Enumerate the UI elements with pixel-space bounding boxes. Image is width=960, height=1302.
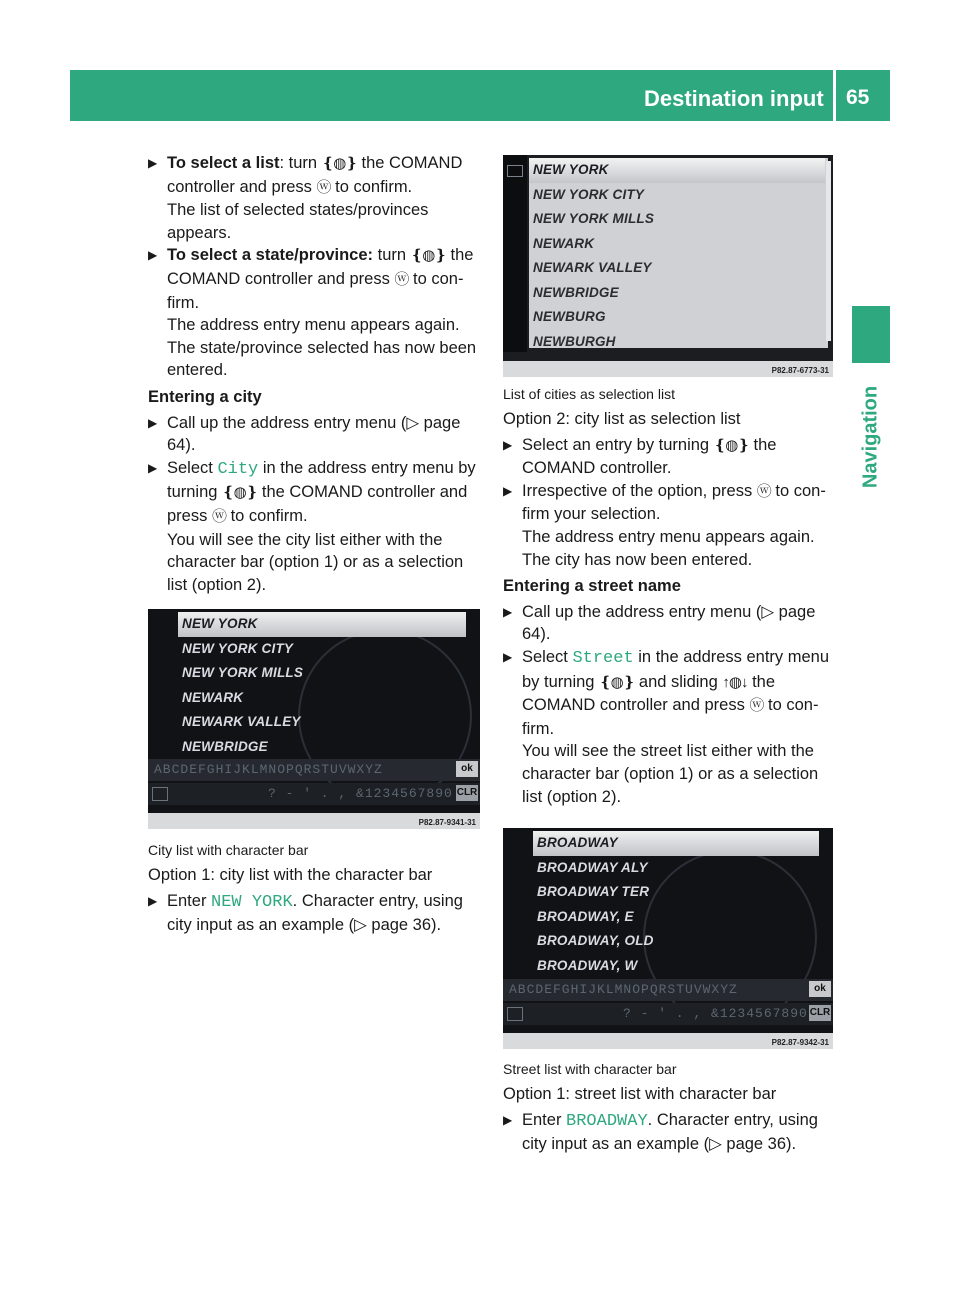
list-item[interactable]: NEW YORK MILLS xyxy=(533,211,655,226)
page-ref-link[interactable]: page 36). xyxy=(726,1135,797,1154)
arrow-icon: ▶ xyxy=(148,248,158,263)
turn-controller-icon: ❴◍❵ xyxy=(321,155,357,172)
list-item[interactable]: NEWBURGH xyxy=(533,333,616,349)
page-ref-icon: ▷ xyxy=(406,413,420,432)
left-column xyxy=(148,152,483,596)
step-select-city: ▶ Select City in the address entry menu by turning ❴◍❵ the COMAND controller and press ⓦ to confirm. You will see the city list either with the character bar (option 1) or as a selection list (option 2). xyxy=(148,458,476,594)
character-bar[interactable]: ABCDEFGHIJKLMNOPQRSTUVWXYZ ok xyxy=(148,759,480,781)
arrow-icon: ▶ xyxy=(503,483,513,498)
step-call-up-menu: ▶ Call up the address entry menu (▷ page 64). xyxy=(148,413,461,455)
image-code: P82.87-6773-31 xyxy=(771,366,829,375)
press-controller-icon: ⓦ xyxy=(211,507,226,525)
page-number: 65 xyxy=(846,86,870,109)
menu-item-city: City xyxy=(217,459,259,479)
arrow-icon: ▶ xyxy=(148,415,158,430)
input-example: BROADWAY xyxy=(566,1111,648,1131)
press-controller-icon: ⓦ xyxy=(749,697,764,715)
step-result: You will see the city list either with the character bar (option 1) or as a selection list (option 2). xyxy=(167,530,464,594)
press-controller-icon: ⓦ xyxy=(394,270,409,288)
page-ref-icon: ▷ xyxy=(354,916,367,935)
city-list-screen xyxy=(503,155,833,377)
caption-city-char: City list with character bar xyxy=(148,842,309,858)
list-item[interactable]: BROADWAY xyxy=(533,831,819,856)
city-char-screen xyxy=(148,609,480,829)
header-divider xyxy=(833,70,836,121)
option-1-street-text: Option 1: street list with character bar xyxy=(503,1085,777,1103)
list-item[interactable]: NEW YORK CITY xyxy=(533,186,645,202)
image-code: P82.87-9342-31 xyxy=(771,1038,829,1047)
heading-entering-street: Entering a street name xyxy=(503,577,681,596)
list-item[interactable]: NEW YORK xyxy=(178,612,466,637)
section-tab-label: Navigation xyxy=(859,385,882,489)
screen-footer xyxy=(503,1033,833,1049)
arrow-icon: ▶ xyxy=(148,893,158,908)
turn-controller-icon: ❴◍❵ xyxy=(599,673,635,691)
list-item[interactable]: NEW YORK MILLS xyxy=(182,665,304,680)
page-ref-link[interactable]: page 64). xyxy=(522,602,816,644)
screen-footer xyxy=(148,813,480,829)
step-enter-broadway: ▶ Enter BROADWAY. Character entry, using city input as an example (▷ page 36). xyxy=(503,1110,818,1154)
step-select-entry: ▶ Select an entry by turning ❴◍❵ the COMAND controller. xyxy=(503,435,777,478)
press-controller-icon: ⓦ xyxy=(316,178,331,196)
press-controller-icon: ⓦ xyxy=(756,482,771,500)
step-call-up-menu: ▶ Call up the address entry menu (▷ page 64). xyxy=(503,602,816,644)
turn-controller-icon: ❴◍❵ xyxy=(222,484,258,502)
page-ref-icon: ▷ xyxy=(709,1135,722,1154)
back-icon[interactable] xyxy=(507,165,523,177)
arrow-icon: ▶ xyxy=(148,156,158,170)
ok-button[interactable]: ok xyxy=(809,981,831,997)
character-bar[interactable]: ABCDEFGHIJKLMNOPQRSTUVWXYZ ok xyxy=(503,979,833,1001)
option-2-text: Option 2: city list as selection list xyxy=(503,410,741,428)
option-1-text: Option 1: city list with the character bar xyxy=(148,866,433,884)
right-column xyxy=(503,384,835,808)
caption-street-char: Street list with character bar xyxy=(503,1061,677,1077)
arrow-icon: ▶ xyxy=(148,460,158,475)
page-ref-link[interactable]: page 36). xyxy=(371,916,442,935)
clear-button[interactable]: CLR xyxy=(809,1005,831,1021)
back-icon[interactable] xyxy=(152,787,168,801)
step-select-list: ▶ To select a list: turn ❴◍❵ the COMAND controller and press ⓦ to confirm. The list of selected states/provinces appears. xyxy=(148,154,463,242)
step-result: You will see the street list either with the character bar (option 1) or as a selection list (option 2). xyxy=(522,742,819,806)
heading-entering-city: Entering a city xyxy=(148,387,262,406)
caption-city-list: List of cities as selection list xyxy=(503,386,675,402)
slide-controller-icon: ↑◍↓ xyxy=(722,673,748,691)
list-item[interactable]: NEW YORK xyxy=(529,158,825,183)
list-item[interactable]: BROADWAY TER xyxy=(537,884,650,899)
header-title: Destination input xyxy=(644,86,824,111)
scrollbar[interactable] xyxy=(826,161,831,341)
image-code: P82.87-9341-31 xyxy=(418,818,476,827)
step-result: The address entry menu appears again. The city has now been entered. xyxy=(522,527,815,569)
arrow-icon: ▶ xyxy=(503,1112,513,1127)
list-item[interactable]: NEWARK xyxy=(182,689,244,705)
page-ref-link[interactable]: page 64). xyxy=(167,413,461,455)
digit-bar[interactable]: ? - ' . , &1234567890 CLR xyxy=(148,783,480,805)
step-enter-new-york: ▶ Enter NEW YORK. Character entry, using city input as an example (▷ page 36). xyxy=(148,891,463,935)
list-item[interactable]: NEWARK xyxy=(533,235,595,251)
list-item[interactable]: NEW YORK CITY xyxy=(182,640,294,656)
street-char-screen xyxy=(503,828,833,1049)
arrow-icon: ▶ xyxy=(503,604,513,619)
step-select-state: ▶ To select a state/province: turn ❴◍❵ the COMAND controller and press ⓦ to con-firm. The address entry menu appears again. The state/province selected has now been entered. xyxy=(148,246,477,380)
step-select-street: ▶ Select Street in the address entry menu by turning ❴◍❵ and sliding ↑◍↓ the COMAND controller and press ⓦ to con-firm. You will see the street list either with the character bar (option 1) or as a selection list (option 2). xyxy=(503,647,830,806)
list-item[interactable]: NEWARK VALLEY xyxy=(533,260,652,275)
list-item[interactable]: BROADWAY, OLD xyxy=(537,933,654,948)
screen-footer xyxy=(503,361,833,377)
page-ref-icon: ▷ xyxy=(761,602,775,621)
input-example: NEW YORK xyxy=(211,892,293,912)
list-item[interactable]: BROADWAY ALY xyxy=(537,859,648,875)
digit-bar[interactable]: ? - ' . , &1234567890 CLR xyxy=(503,1003,833,1025)
clear-button[interactable]: CLR xyxy=(456,785,478,801)
menu-item-street: Street xyxy=(572,648,634,668)
step-result: The list of selected states/provinces appears. xyxy=(167,201,429,242)
arrow-icon: ▶ xyxy=(503,649,513,664)
list-item[interactable]: BROADWAY, W xyxy=(537,957,638,973)
list-item[interactable]: NEWARK VALLEY xyxy=(182,714,301,729)
turn-controller-icon: ❴◍❵ xyxy=(410,247,446,265)
ok-button[interactable]: ok xyxy=(456,761,478,777)
step-result: The address entry menu appears again. The state/province selected has now been entered. xyxy=(167,316,477,380)
list-item[interactable]: NEWBRIDGE xyxy=(533,284,619,300)
screen-sidebar xyxy=(503,155,527,352)
list-item[interactable]: NEWBRIDGE xyxy=(182,738,268,754)
step-confirm-selection: ▶ Irrespective of the option, press ⓦ to con-firm your selection. The address entry menu appears again. The city has now been entered. xyxy=(503,481,826,569)
arrow-icon: ▶ xyxy=(503,437,513,452)
section-tab-marker xyxy=(852,306,890,363)
back-icon[interactable] xyxy=(507,1007,523,1021)
list-item[interactable]: NEWBURG xyxy=(533,309,606,324)
list-item[interactable]: BROADWAY, E xyxy=(537,908,634,924)
turn-controller-icon: ❴◍❵ xyxy=(713,436,749,454)
